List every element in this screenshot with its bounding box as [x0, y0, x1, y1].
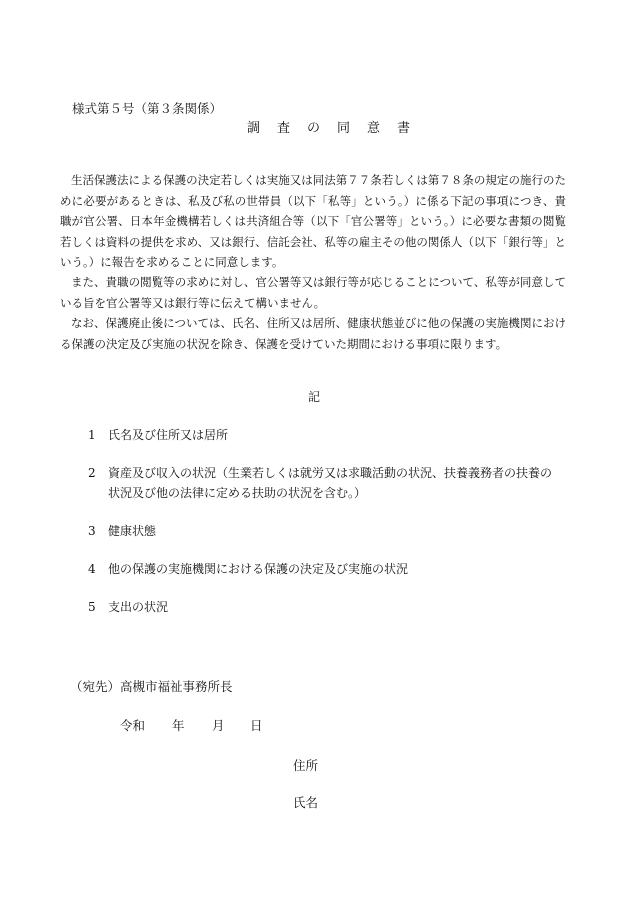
item-text: 支出の状況	[108, 600, 169, 614]
date-era: 令和	[120, 718, 146, 733]
item-number: 2	[88, 466, 96, 480]
list-item	[88, 521, 558, 541]
item-text: 健康状態	[108, 524, 157, 538]
list-item	[88, 425, 558, 445]
list-item	[88, 597, 558, 617]
date-year-label: 年	[172, 718, 185, 733]
notation-heading: 記	[308, 390, 321, 404]
consent-paragraph-post-termination: なお、保護廃止後については、氏名、住所又は居所、健康状態並びに他の保護の実施機関における保護の決定及び実施の状況を除き、保護を受けていた期間における事項に限ります。	[60, 316, 566, 351]
item-number: 5	[88, 600, 96, 614]
item-text: 資産及び収入の状況（生業若しくは就労又は求職活動の状況、扶養義務者の扶養の状況及び他の法律に定める扶助の状況を含む。）	[108, 466, 553, 500]
item-number: 4	[88, 562, 96, 576]
list-item	[88, 559, 558, 579]
address-label: 住所	[293, 758, 319, 773]
items-list	[88, 425, 558, 617]
item-text: 他の保護の実施機関における保護の決定及び実施の状況	[108, 562, 409, 576]
list-item	[88, 463, 558, 503]
date-month-label: 月	[212, 718, 225, 733]
date-line	[120, 716, 263, 734]
document-title: 調査の同意書	[247, 121, 428, 136]
form-number-label: 様式第５号（第３条関係）	[72, 101, 223, 116]
item-text: 氏名及び住所又は居所	[108, 428, 229, 442]
recipient-line: （宛先）高槻市福祉事務所長	[70, 679, 233, 694]
item-number: 1	[88, 428, 96, 442]
name-label: 氏名	[293, 795, 319, 810]
date-day-label: 日	[250, 718, 263, 733]
item-number: 3	[88, 524, 96, 538]
consent-paragraph-disclosure: また、貴職の閲覧等の求めに対し、官公署等又は銀行等が応じることについて、私等が同意している旨を官公署等又は銀行等に伝えて構いません。	[60, 275, 566, 310]
consent-paragraph-main: 生活保護法による保護の決定若しくは実施又は同法第７７条若しくは第７８条の規定の施行のために必要があるときは、私及び私の世帯員（以下「私等」という。）に係る下記の事項につき、貴職が官公署、日本年金機構若しくは共済組合等（以下「官公署等」という。）に必要な書類の閲覧若しくは資料の提供を求め、又は銀行、信託会社、私等の雇主その他の関係人（以下「銀行等」という。）に報告を求めることに同意します。	[60, 173, 566, 269]
